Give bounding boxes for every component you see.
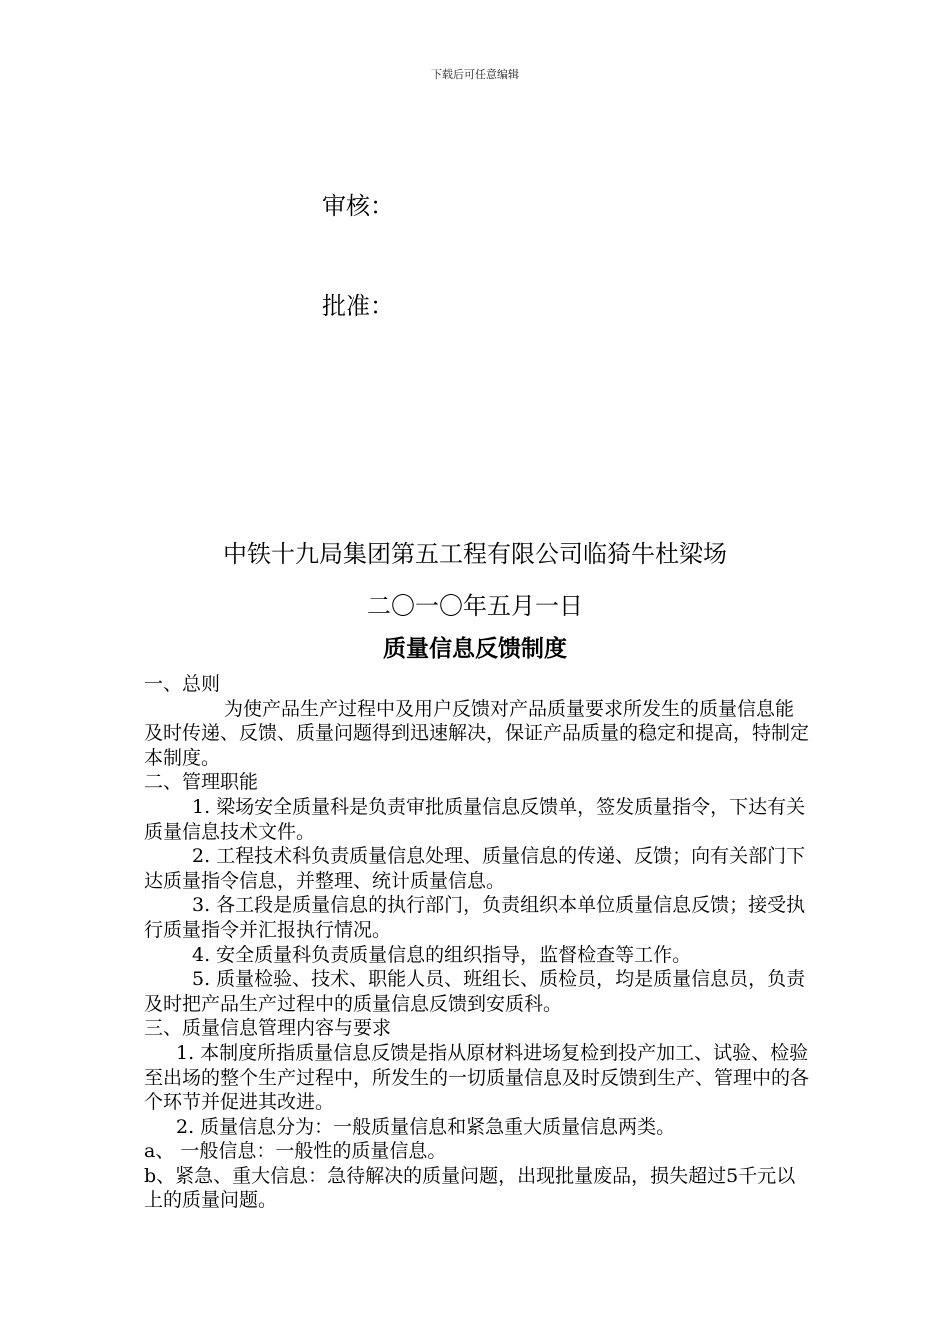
paragraph: 1. 梁场安全质量科是负责审批质量信息反馈单，签发质量指令，下达有关质量信息技术文件。 [144,795,806,843]
organization-name: 中铁十九局集团第五工程有限公司临猗牛杜梁场 [223,540,727,568]
section-heading: 三、质量信息管理内容与要求 [144,1017,392,1040]
paragraph: 为使产品生产过程中及用户反馈对产品质量要求所发生的质量信息能及时传递、反馈、质量问题得到迅速解决，保证产品质量的稳定和提高，特制定本制度。 [144,697,810,769]
paragraph: 5. 质量检验、技术、职能人员、班组长、质检员，均是质量信息员，负责及时把产品生产过程中的质量信息反馈到安质科。 [144,968,806,1015]
paragraph: 4. 安全质量科负责质量信息的组织指导，监督检查等工作。 [192,943,692,966]
paragraph: 2. 质量信息分为：一般质量信息和紧急重大质量信息两类。 [176,1115,676,1138]
review-signature-label: 审核： [322,192,394,220]
document-title: 质量信息反馈制度 [383,636,567,662]
paragraph: 1. 本制度所指质量信息反馈是指从原材料进场复检到投产加工、试验、检验至出场的整个生产过程中，所发生的一切质量信息及时反馈到生产、管理中的各个环节并促进其改进。 [144,1041,810,1114]
document-body [144,672,809,1213]
paragraph: 3. 各工段是质量信息的执行部门，负责组织本单位质量信息反馈；接受执行质量指令并汇报执行情况。 [144,894,806,941]
section-heading: 一、总则 [144,673,221,695]
document-date: 二〇一〇年五月一日 [367,592,583,620]
approve-signature-label: 批准： [322,292,394,320]
paragraph: a、 一般信息：一般性的质量信息。 [144,1140,447,1163]
paragraph: 2. 工程技术科负责质量信息处理、质量信息的传递、反馈；向有关部门下达质量指令信息，并整理、统计质量信息。 [144,845,806,892]
paragraph: b、紧急、重大信息：急待解决的质量问题，出现批量废品，损失超过5千元以上的质量问题。 [144,1164,796,1212]
section-heading: 二、管理职能 [144,771,259,794]
header-note: 下载后可任意编辑 [431,68,519,81]
